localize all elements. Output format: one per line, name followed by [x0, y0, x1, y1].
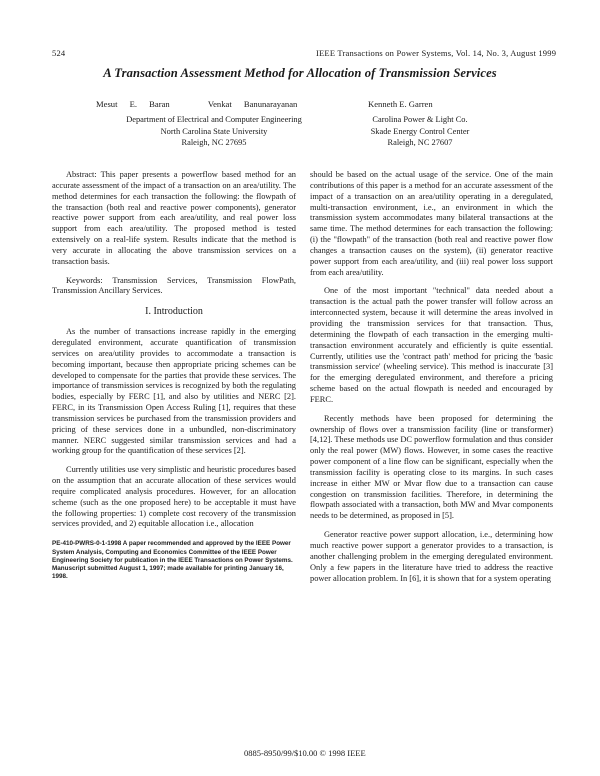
keywords: Keywords: Transmission Services, Transmission FlowPath, Transmission Ancillary Services. [52, 275, 296, 296]
journal-header: IEEE Transactions on Power Systems, Vol. 14, No. 3, August 1999 [316, 48, 557, 58]
right-paragraph-4: Generator reactive power support allocation, i.e., determining how much reactive power support a generator provides to a transaction, is another challenging problem in the emerging deregulated environment. Only a few papers in the literature have tried to address the reactive power allocation problem. In [6], it is shown that for a system operating [310, 530, 553, 583]
paper-title: A Transaction Assessment Method for Allocation of Transmission Services [103, 66, 497, 80]
footnote: PE-410-PWRS-0-1-1998 A paper recommended and approved by the IEEE Power System Analysis, Computing and Economics Committee of the IEEE Power Engineering Society for publication in the IEEE Transactions on Power Systems. Manuscript submitted August 1, 1997; made available for printing January 16, 1998. [52, 540, 293, 581]
intro-paragraph-1: As the number of transactions increase rapidly in the emerging deregulated environment, accurate quantification of transmission services on area/utility provides to accommodate a transaction is becoming important, because then appropriate pricing schemes can be developed to compensate for the parties that provide these services. The importance of transmission services is recognized by both the regulating bodies, especially by FERC [1], and also by utilities and NERC [2]. FERC, in its Transmission Open Access Ruling [1], requires that these transmission services be purchased from the transmission providers and pricing of these services done in a unbundled, non-discriminatory manner. NERC suggested similar transmission services and had a working group for the quantification of these services [2]. [52, 327, 296, 456]
affiliation-city: Raleigh, NC 27695 [181, 138, 247, 147]
affiliation-company: Carolina Power & Light Co. [372, 115, 468, 124]
affiliation-dept: Department of Electrical and Computer Engineering [126, 115, 302, 124]
page-number: 524 [52, 48, 66, 58]
affiliation-right [354, 114, 486, 149]
affiliation-center: Skade Energy Control Center [370, 126, 470, 136]
author-garren: Kenneth E. Garren [368, 99, 433, 109]
affiliation-university: North Carolina State University [160, 126, 268, 136]
abstract: Abstract: This paper presents a powerflow based method for an accurate assessment of the impact of a transaction on an area/utility. The method determines for each transaction the following: the flowpath of the transaction (both real and reactive power components), generator reactive power support from each area/utility, and real power loss support from each area/utility. The proposed method is tested extensively on a real-life system. Results indicate that the method is very accurate in allocating the above transmission services on a transaction basis. [52, 170, 296, 266]
affiliation-city-right: Raleigh, NC 27607 [387, 138, 453, 147]
footer-copyright: 0885-8950/99/$10.00 © 1998 IEEE [244, 748, 366, 758]
author-banunarayanan: Venkat Banunarayanan [207, 99, 298, 109]
author-baran: Mesut E. Baran [96, 99, 170, 109]
right-paragraph-2: One of the most important "technical" data needed about a transaction is the actual path the power transfer will follow across an interconnected system, because it will determine the areas involved in providing the transmission services for that transaction. Thus, determining the flowpath of each transaction in the emerging multi-transaction environment accurately and efficiently is quite essential. Currently, utilities use the 'contract path' method for pricing the 'basic transmission service' (wheeling service). This method is inaccurate [3] for the emerging deregulated environment, and therefore a pricing scheme based on the actual flowpath is needed and encouraged by FERC. [310, 286, 553, 404]
intro-paragraph-2: Currently utilities use very simplistic and heuristic procedures based on the assumption that an accurate allocation of these services would require complicated analysis procedures. However, for an allocation scheme (such as the one proposed here) to be acceptable it must have the following properties: 1) complete cost recovery of the transmission services provided, and 2) equitable allocation i.e., allocation [52, 465, 296, 529]
affiliation-left [96, 114, 332, 149]
section-heading: I. Introduction [145, 306, 203, 318]
authors-left [96, 99, 306, 109]
left-column [52, 170, 296, 581]
right-paragraph-3: Recently methods have been proposed for determining the ownership of flows over a transmission facility (line or transformer) [4,12]. These methods use DC powerflow formulation and thus consider only the real power (MW) flows. However, in some cases the reactive power component of a line flow can be significant, especially when the transmission facility is operating close to its margins. In such cases increase in either MW or Mvar flow due to a transaction can cause congestion on transmission facilities. Therefore, in determining the flowpath associated with a transaction, both MW and Mvar components needs to be determined, as proposed in [5]. [310, 413, 553, 521]
right-column [310, 170, 553, 584]
right-paragraph-1: should be based on the actual usage of the service. One of the main contributions of this paper is a method for an accurate assessment of the impact of a transaction on an area/utility operating in a deregulated, multi-transaction environment, i.e., an environment in which the transmission system accommodates many bilateral transactions at the same time. The method determines for each transaction the following: (i) the "flowpath" of the transaction (both real and reactive power flow changes a transaction causes on the system), (ii) generator reactive power support from each area/utility, and (iii) real power loss support from each area/utility. [310, 170, 553, 277]
